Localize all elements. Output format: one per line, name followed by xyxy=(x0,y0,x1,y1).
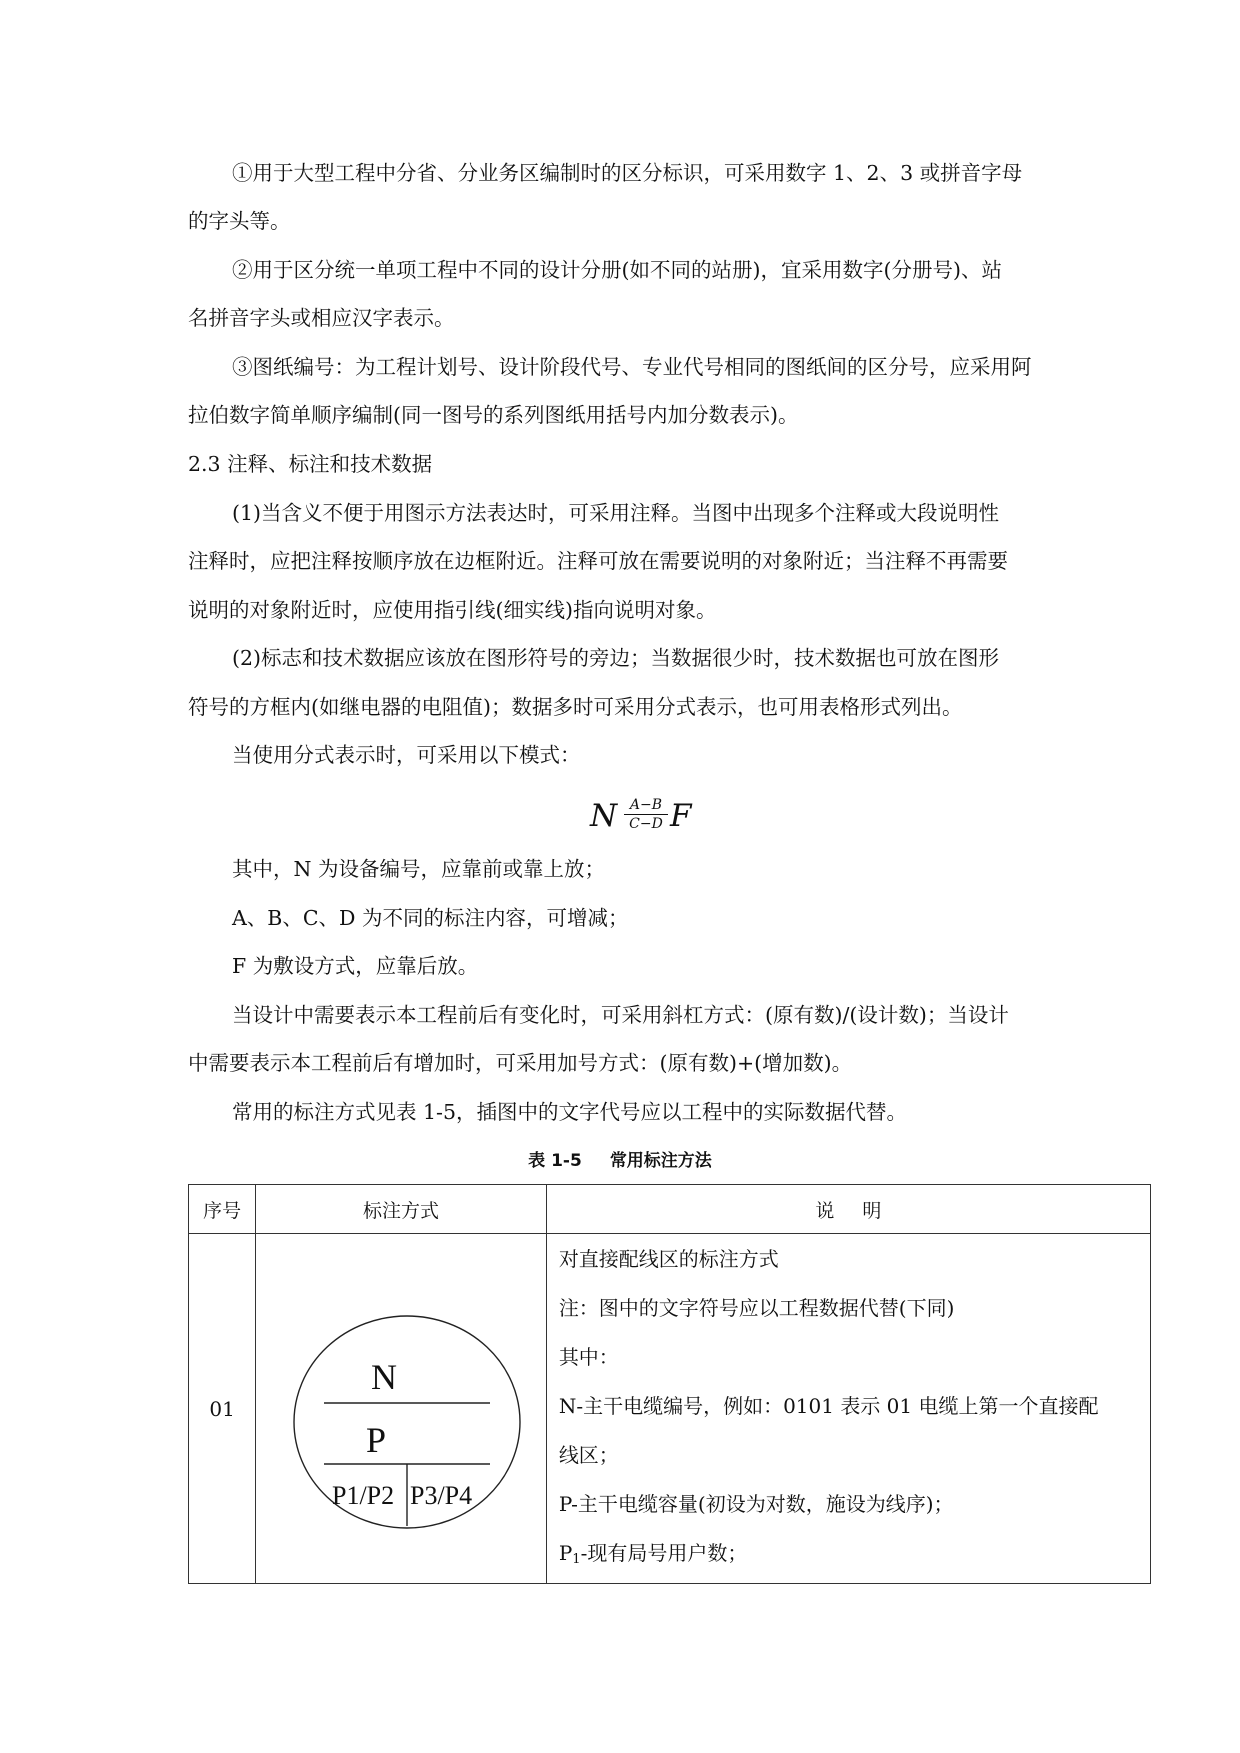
note-p1-text: -现有局号用户数； xyxy=(580,1541,748,1565)
table-caption-title: 常用标注方法 xyxy=(609,1151,712,1171)
formula-n: N xyxy=(590,798,618,834)
paragraph-5-line-2: 符号的方框内(如继电器的电阻值)；数据多时可采用分式表示，也可用表格形式列出。 xyxy=(188,695,963,719)
explanation-abcd: A、B、C、D 为不同的标注内容，可增减； xyxy=(232,906,629,930)
paragraph-6-line-1: 当使用分式表示时，可采用以下模式： xyxy=(232,743,581,767)
diagram-label-p3-p4: P3/P4 xyxy=(410,1481,473,1510)
paragraph-7-line-2: 中需要表示本工程前后有增加时，可采用加号方式：(原有数)+(增加数)。 xyxy=(188,1051,853,1075)
row-serial-number: 01 xyxy=(189,1234,256,1584)
table-caption-number: 表 1-5 xyxy=(528,1151,582,1171)
row-description-cell xyxy=(546,1234,1150,1584)
table-row xyxy=(189,1234,1151,1584)
paragraph-4-line-2: 注释时，应把注释按顺序放在边框附近。注释可放在需要说明的对象附近；当注释不再需要 xyxy=(188,549,1008,573)
header-serial-number: 序号 xyxy=(189,1185,256,1234)
table-header-row xyxy=(189,1185,1151,1234)
formula-numerator: A−B xyxy=(629,797,663,813)
fraction-bar xyxy=(624,814,668,815)
diagram-label-p: P xyxy=(366,1420,387,1460)
note-p-subscript: 1 xyxy=(572,1552,581,1567)
paragraph-4-line-1: (1)当含义不便于用图示方法表达时，可采用注释。当图中出现多个注释或大段说明性 xyxy=(232,501,1000,525)
table-caption xyxy=(0,1146,1240,1171)
note-line: 注：图中的文字符号应以工程数据代替(下同) xyxy=(558,1296,955,1320)
note-line: P-主干电缆容量(初设为对数，施设为线序)； xyxy=(558,1492,954,1516)
paragraph-3-line-2: 拉伯数字简单顺序编制(同一图号的系列图纸用括号内加分数表示)。 xyxy=(188,403,799,427)
paragraph-1-line-2: 的字头等。 xyxy=(188,209,291,233)
formula-f: F xyxy=(670,798,692,834)
note-line: 对直接配线区的标注方式 xyxy=(558,1247,779,1271)
paragraph-2-line-2: 名拼音字头或相应汉字表示。 xyxy=(188,306,455,330)
paragraph-2-line-1: ②用于区分统一单项工程中不同的设计分册(如不同的站册)，宜采用数字(分册号)、站 xyxy=(232,258,1002,282)
header-annotation-method: 标注方式 xyxy=(256,1185,547,1234)
formula-fraction xyxy=(624,797,668,832)
annotation-methods-table xyxy=(188,1184,1151,1584)
paragraph-8-line-1: 常用的标注方式见表 1-5，插图中的文字代号应以工程中的实际数据代替。 xyxy=(232,1100,908,1124)
diagram-label-n: N xyxy=(371,1357,398,1397)
section-heading: 2.3 注释、标注和技术数据 xyxy=(188,452,433,476)
diagram-label-p1-p2: P1/P2 xyxy=(332,1481,395,1510)
explanation-f: F 为敷设方式，应靠后放。 xyxy=(232,954,479,978)
header-description xyxy=(546,1185,1150,1234)
note-line: N-主干电缆编号，例如：0101 表示 01 电缆上第一个直接配 xyxy=(558,1394,1099,1418)
note-p-symbol: P xyxy=(558,1541,573,1565)
circle-annotation-diagram xyxy=(292,1314,522,1530)
header-description-part-2: 明 xyxy=(862,1199,882,1222)
note-line: 其中： xyxy=(558,1345,619,1369)
paragraph-7-line-1: 当设计中需要表示本工程前后有变化时，可采用斜杠方式：(原有数)/(设计数)；当设计 xyxy=(232,1003,1009,1027)
note-line: 线区； xyxy=(558,1443,619,1467)
formula-denominator: C−D xyxy=(629,816,663,832)
paragraph-4-line-3: 说明的对象附近时，应使用指引线(细实线)指向说明对象。 xyxy=(188,598,717,622)
paragraph-1-line-1: ①用于大型工程中分省、分业务区编制时的区分标识，可采用数字 1、2、3 或拼音字母 xyxy=(232,161,1023,185)
paragraph-3-line-1: ③图纸编号：为工程计划号、设计阶段代号、专业代号相同的图纸间的区分号，应采用阿 xyxy=(232,355,1032,379)
explanation-n: 其中，N 为设备编号，应靠前或靠上放； xyxy=(232,857,605,881)
annotation-diagram-cell xyxy=(256,1234,547,1584)
note-line-p1 xyxy=(559,1540,1140,1573)
header-description-part-1: 说 xyxy=(815,1199,835,1222)
paragraph-5-line-1: (2)标志和技术数据应该放在图形符号的旁边；当数据很少时，技术数据也可放在图形 xyxy=(232,646,1000,670)
